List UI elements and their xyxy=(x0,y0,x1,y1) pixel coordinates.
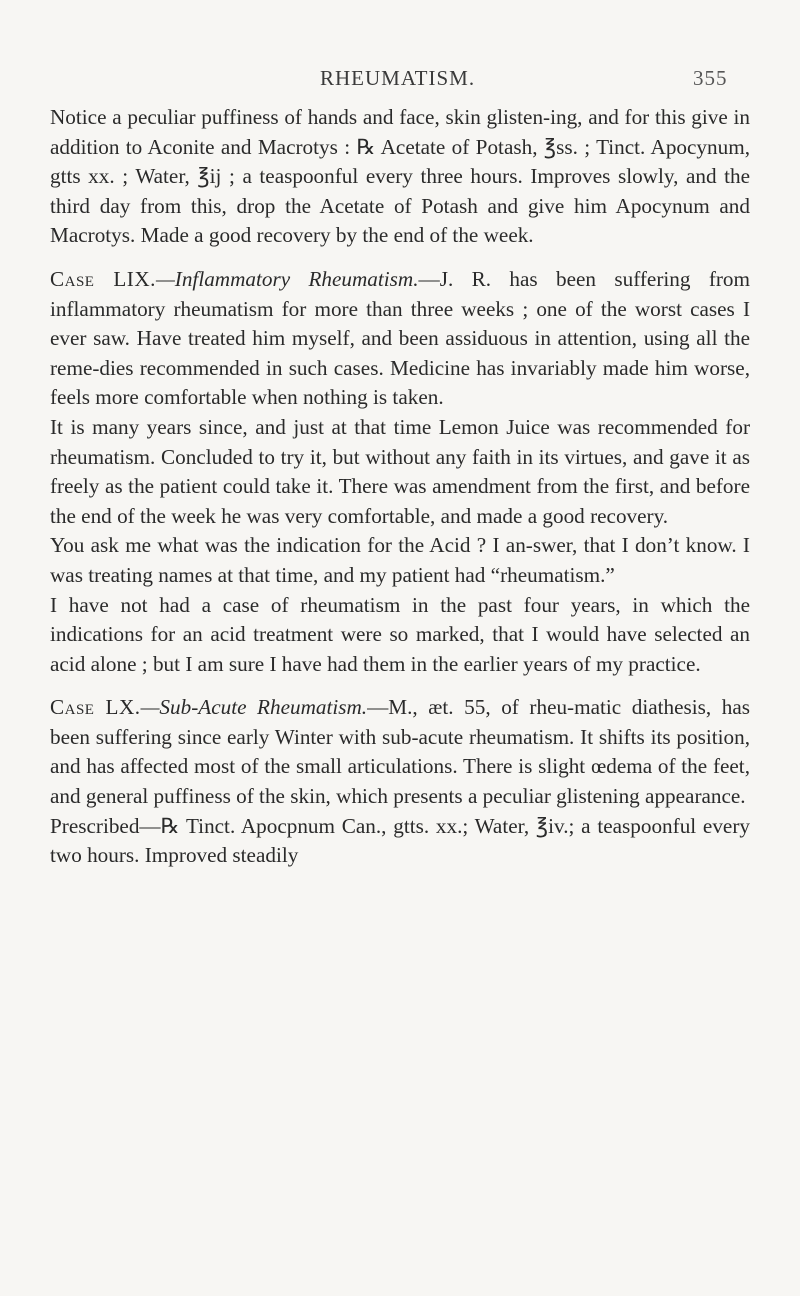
paragraph xyxy=(50,413,750,531)
paragraph xyxy=(50,103,750,251)
paragraph-text: —J. R. has been suffering from inflammatory rheumatism for more than three weeks ; one of the worst cases I ever saw. Have treated him myself, and been assiduous in attention, using all the reme-dies recommended in such cases. Medicine has invariably made him worse, feels more comfortable when nothing is taken. xyxy=(50,266,751,410)
paragraph xyxy=(50,531,750,590)
paragraph xyxy=(50,812,750,871)
case-paragraph xyxy=(50,693,750,811)
running-head xyxy=(0,60,800,100)
paragraph-text: It is many years since, and just at that time Lemon Juice was recommended for rheumatism. Concluded to try it, but without any faith in its virtues, and gave it as freely as the patient could take it. There was amendment from the first, and before the end of the week he was very comfortable, and made a good recovery. xyxy=(50,414,750,528)
paragraph-text: Prescribed—℞ Tinct. Apocpnum Can., gtts. xx.; Water, ℥iv.; a teaspoonful every two hours. Improved steadily xyxy=(50,813,750,868)
case-title: —Inflammatory Rheumatism. xyxy=(155,266,419,291)
body-text xyxy=(50,103,750,871)
case-paragraph xyxy=(50,265,750,413)
paragraph-text: Notice a peculiar puffiness of hands and face, skin glisten-ing, and for this give in addition to Aconite and Macrotys : ℞ Acetate of Potash, ℥ss. ; Tinct. Apocynum, gtts xx. ; Water, ℥ij ; a teaspoonful every three hours. Improves slowly, and the third day from this, drop the Acetate of Potash and give him Apocynum and Macrotys. Made a good recovery by the end of the week. xyxy=(50,105,750,248)
paragraph xyxy=(50,591,750,680)
paragraph-text: —M., æt. 55, of rheu-matic diathesis, has been suffering since early Winter with sub-acute rheumatism. It shifts its position, and has affected most of the small articulations. There is slight œdema of the feet, and general puffiness of the skin, which presents a peculiar glistening appearance. xyxy=(50,695,750,809)
case-label: Case LIX. xyxy=(50,266,156,291)
paragraph-text: You ask me what was the indication for the Acid ? I an-swer, that I don’t know. I was treating names at that time, and my patient had “rheumatism.” xyxy=(50,533,750,587)
case-title: —Sub-Acute Rheumatism. xyxy=(140,695,368,720)
page-number: 355 xyxy=(693,66,728,90)
paragraph-text: I have not had a case of rheumatism in the past four years, in which the indications for an acid treatment were so marked, that I would have selected an acid alone ; but I am sure I have had them in the earlier years of my practice. xyxy=(50,592,750,676)
running-title: RHEUMATISM. xyxy=(320,66,476,90)
case-label: Case LX. xyxy=(50,695,141,720)
